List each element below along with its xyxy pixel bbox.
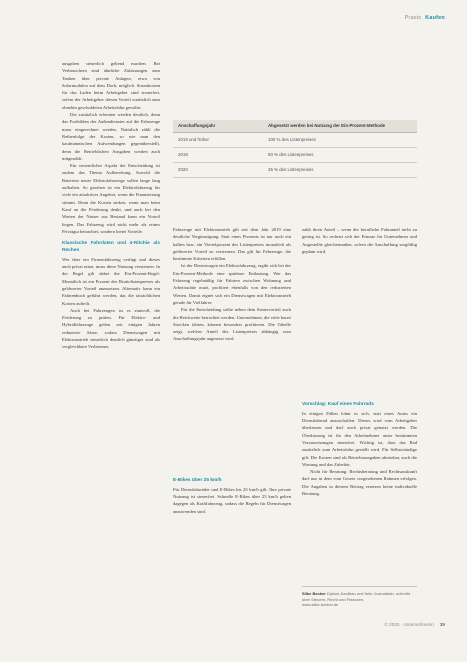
paragraph: Auch bei Fahrzeugen ist es sinnvoll, die Förderung zu prüfen. Für Elektro- und Hybridfahrzeuge gelten seit einigen Jahren reduzierte Sätze, sodass Dienstwagen mit Elektroantrieb steuerlich deutlich günstiger sind als vergleichbare Verbrenner. [62, 307, 160, 350]
table-cell-year: 2019 [173, 148, 263, 163]
paragraph: Wer über ein Firmenfahrzeug verfügt und dieses auch privat nutzt, muss diese Nutzung versteuern. In der Regel gilt dabei die Ein-Prozent-Regel: Monatlich ist ein Prozent des Bruttolistenpreises als geldwerter Vorteil anzusetzen. Alternativ kann ein Fahrtenbuch geführt werden, das die tatsächlichen Kosten aufteilt. [62, 256, 160, 306]
table-cell-value: 50 % des Listenpreises [263, 148, 417, 163]
depreciation-table [173, 120, 417, 178]
paragraph: Fahrzeuge mit Elektroantrieb gilt seit dem Jahr 2019 eine deutliche Vergünstigung. Statt eines Prozents ist nur noch ein halbes bzw. ein Viertelprozent des Listenpreises monatlich als geldwerter Vorteil zu versteuern. Das gilt für Fahrzeuge, die bestimmte Kriterien erfüllen. [173, 227, 291, 262]
paragraph: Für Dienstfahrräder und E-Bikes bis 25 km/h gilt: Ihre private Nutzung ist steuerfrei. Schnelle E-Bikes über 25 km/h gelten dagegen als Kraftfahrzeug, sodass die Regeln für Dienstwagen anzuwenden sind. [173, 486, 291, 514]
table-row [173, 163, 417, 178]
subheading: E-Bikes über 25 km/h [173, 478, 222, 483]
table-header-year: Anschaffungsjahr [173, 120, 263, 133]
author-contact: www.silke-becker.de [302, 602, 339, 608]
table-header-row [173, 120, 417, 133]
author-divider [302, 586, 417, 587]
header-pre: Praxis [404, 15, 422, 21]
header-section: Kaufen [425, 15, 445, 21]
table-cell-year: 2019 und früher [173, 133, 263, 148]
text-column-3 [302, 226, 417, 255]
subheading: Klassische Fahrdaten und 4-Ritchie als Rechen [62, 241, 160, 253]
text-column-1 [62, 60, 160, 351]
text-column-2-lower [173, 472, 291, 515]
author-name: Silke Becker [302, 591, 326, 596]
page-number: 39 [439, 622, 445, 627]
table-row [173, 133, 417, 148]
paragraph: In einigen Fällen lohnt es sich, statt eines Autos ein Dienstfahrrad anzuschaffen. Dieses wird vom Arbeitgeber überlassen und darf auch privat genutzt werden. Die Überlassung ist für den Arbeitnehmer unter bestimmten Voraussetzungen steuerfrei. Wichtig ist, dass das Rad zusätzlich zum Arbeitslohn gestellt wird. Für Selbstständige gilt: Die Kosten sind als Betriebsausgaben absetzbar, auch die Wartung und das Zubehör. [302, 410, 417, 467]
table-header-value: Abgesetzt werden bei Nutzung der Ein-Prozent-Methode [263, 120, 417, 133]
author-role: Diplom-Kauffrau und freie Journalistin, schreibt über Steuern, Recht und Finanzen. [302, 591, 410, 602]
paragraph: Für die Entscheidung sollte neben dem Steuervorteil auch die Reichweite betrachtet werden. Unternehmen, die viele kurze Strecken fahren, können besonders profitieren. Die Tabelle zeigt, welcher Anteil des Listenpreises abhängig vom Anschaffungsjahr angesetzt wird. [173, 307, 291, 342]
paragraph: Ein wesentlicher Aspekt der Entscheidung ist zudem das Thema Aufbereitung. Sowohl die Batterien neuer Elektrofahrzeuge sollen lange lang aufhalten. So gesehen ist ein Elektrofahrzeug für viele ein attraktives Angebot, wenn die Finanzierung stimmt. Denn die Kosten sinken, wenn man beim Kauf an die Förderung denkt, und auch bei den Werten der Nutzer aus Bestand kann ein Vorteil liegen. Das Fahrzeug wird nicht mehr als reines Privatgut betrachtet, sondern bietet Vorteile. [62, 163, 160, 234]
paragraph: ausgaben steuerlich geltend machen. Bei Verbrauchern sind ähnliche Zulassungen zum Tanken über private Anlagen, etwa von Solarmodulen auf dem Dach, möglich. Stromkosten für das Laden beim Arbeitgeber sind steuerfrei, sofern der Arbeitgeber diesen Vorteil zusätzlich zum ohnehin geschuldeten Arbeitslohn gewährt. [62, 61, 160, 110]
footer-source: © 2020 · Unternehmerin [384, 622, 434, 627]
table-row [173, 148, 417, 163]
paragraph: Ist der Dienstwagen ein Elektrofahrzeug, ergibt sich bei der Ein-Prozent-Methode eine spürbare Entlastung. Wer das Fahrzeug regelmäßig für Fahrten zwischen Wohnung und Arbeitsstätte nutzt, profitiert ebenfalls von den reduzierten Werten. Damit eignet sich ein Dienstwagen mit Elektroantrieb gerade für Vielfahrer. [173, 263, 291, 305]
running-header [405, 15, 445, 21]
author-box [302, 591, 417, 608]
page-footer [385, 622, 445, 627]
paragraph: Nicht für Beratung: Rechtsberatung und Rechtsauskunft darf nur in dem vom Gesetz vorgesehenen Rahmen erfolgen. Die Angaben in diesem Beitrag ersetzen keine individuelle Beratung. [302, 469, 417, 497]
table-cell-value: 25 % des Listenpreises [263, 163, 417, 178]
table-cell-year: 2020 [173, 163, 263, 178]
table-cell-value: 100 % des Listenpreises [263, 133, 417, 148]
subheading: Vorschlag: Kauf eines Fahrrads [302, 402, 374, 407]
text-column-3-lower [302, 396, 417, 497]
paragraph: Die zusätzlich erlernten werden deutlich, denn das Fortbilden des Außendienstes auf die Fahrzeuge muss eingerechnet werden. Natürlich zählt die Reihenfolge der Kosten, so wie man den kaufmännischen Aufwendungen gegenüberstellt, denn die Betrieblichen Ausgaben werden auch mitgezählt. [62, 112, 160, 161]
paragraph: zahlt ihren Anteil – wenn der berufliche Fahranteil nicht zu gering ist. So rechnet sich der Einsatz für Unternehmer und Angestellte gleichermaßen, sofern die Anschaffung sorgfältig geplant wird. [302, 227, 417, 254]
text-column-2 [173, 226, 291, 343]
